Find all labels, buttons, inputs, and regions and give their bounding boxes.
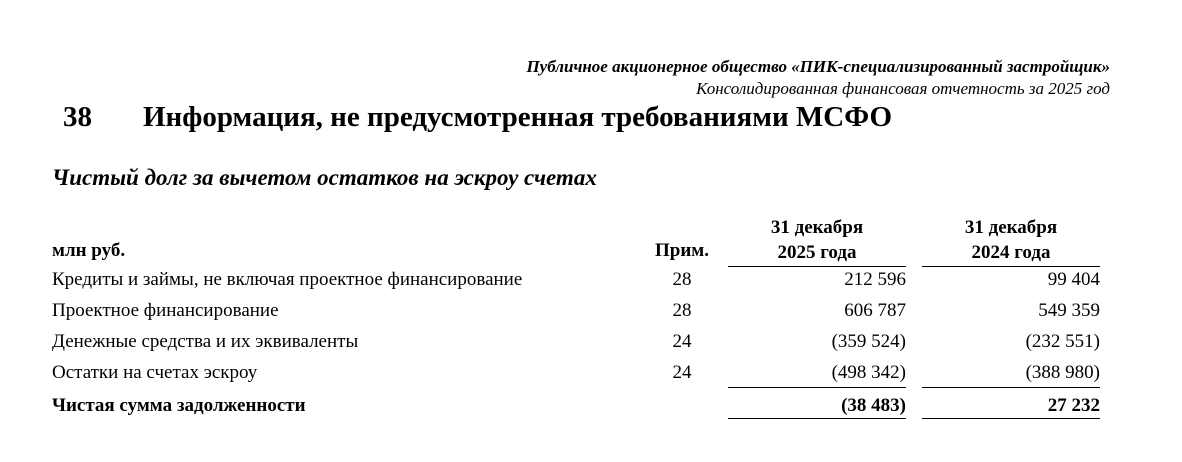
- table-subtitle: Чистый долг за вычетом остатков на эскроу счетах: [52, 165, 597, 190]
- column-header-underline: [728, 266, 906, 267]
- column-header-year: 2024 года: [971, 242, 1051, 263]
- total-rule-2024: [922, 418, 1100, 419]
- subtotal-rule-2025: [728, 387, 906, 388]
- total-value-2025: (38 483): [841, 395, 906, 416]
- row-value-2024: 549 359: [1038, 300, 1100, 321]
- row-label: Кредиты и займы, не включая проектное финансирование: [52, 269, 523, 290]
- table-row: [0, 331, 1182, 361]
- note-column-header: Прим.: [655, 240, 709, 261]
- row-note: 28: [672, 300, 692, 321]
- total-rule-2025: [728, 418, 906, 419]
- company-name: Публичное акционерное общество «ПИК-специализированный застройщик»: [526, 57, 1110, 76]
- column-header-date: 31 декабря: [964, 217, 1058, 238]
- row-label: Денежные средства и их эквиваленты: [52, 331, 359, 352]
- row-note: 28: [672, 269, 692, 290]
- total-label: Чистая сумма задолженности: [52, 395, 306, 416]
- row-value-2025: (498 342): [831, 362, 906, 383]
- row-value-2024: 99 404: [1047, 269, 1100, 290]
- row-value-2025: (359 524): [831, 331, 906, 352]
- subtotal-rule-2024: [922, 387, 1100, 388]
- table-row: [0, 300, 1182, 330]
- total-row: [0, 395, 1182, 425]
- row-note: 24: [672, 331, 692, 352]
- row-note: 24: [672, 362, 692, 383]
- row-value-2025: 212 596: [844, 269, 906, 290]
- section-title: Информация, не предусмотренная требованиями МСФО: [143, 101, 893, 133]
- column-header-2024: [922, 215, 1100, 267]
- table-row: [0, 269, 1182, 299]
- column-header-underline: [922, 266, 1100, 267]
- column-header-2025: [728, 215, 906, 267]
- units-label: млн руб.: [52, 240, 126, 261]
- row-value-2024: (388 980): [1025, 362, 1100, 383]
- column-header-date: 31 декабря: [770, 217, 864, 238]
- section-number: 38: [63, 101, 92, 133]
- row-label: Проектное финансирование: [52, 300, 279, 321]
- total-value-2024: 27 232: [1047, 395, 1100, 416]
- report-title: Консолидированная финансовая отчетность за 2025 год: [696, 79, 1110, 98]
- row-label: Остатки на счетах эскроу: [52, 362, 258, 383]
- column-header-year: 2025 года: [777, 242, 857, 263]
- row-value-2025: 606 787: [844, 300, 906, 321]
- row-value-2024: (232 551): [1025, 331, 1100, 352]
